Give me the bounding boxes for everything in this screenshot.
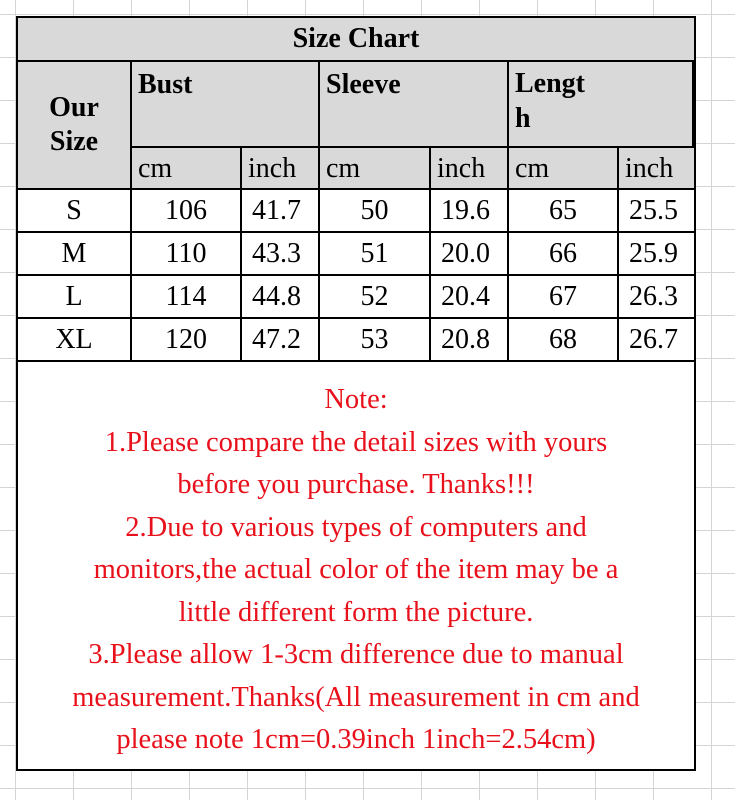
note-line: little different form the picture. — [178, 596, 534, 628]
length-header-line2: h — [515, 103, 531, 134]
measurement-cell: 66 — [509, 233, 619, 276]
measurement-cell: 68 — [509, 319, 619, 362]
measurement-cell: 41.7 — [242, 190, 320, 233]
measurement-cell: 19.6 — [431, 190, 509, 233]
measurement-cell: 53 — [320, 319, 431, 362]
note-line: measurement.Thanks(All measurement in cm and — [72, 681, 640, 713]
our-size-header: Our Size — [18, 62, 132, 190]
measurement-cell: 47.2 — [242, 319, 320, 362]
measurement-cell: 20.4 — [431, 276, 509, 319]
measurement-cell: 106 — [132, 190, 242, 233]
measurement-cell: 25.5 — [619, 190, 694, 233]
measurement-cell: 26.7 — [619, 319, 694, 362]
length-header-line1: Lengt — [515, 68, 585, 99]
note-line: before you purchase. Thanks!!! — [177, 469, 535, 500]
size-label-cell: S — [18, 190, 132, 233]
unit-cell: inch — [431, 148, 509, 190]
note-line: Note: — [324, 384, 388, 415]
measurement-cell: 67 — [509, 276, 619, 319]
size-label-cell: M — [18, 233, 132, 276]
measurement-cell: 26.3 — [619, 276, 694, 319]
measurement-cell: 65 — [509, 190, 619, 233]
size-label-cell: XL — [18, 319, 132, 362]
measurement-cell: 52 — [320, 276, 431, 319]
unit-cell: inch — [619, 148, 694, 190]
note-line: 3.Please allow 1-3cm difference due to manual — [88, 639, 624, 670]
note-line: monitors,the actual color of the item may be a — [93, 554, 619, 585]
measurement-cell: 25.9 — [619, 233, 694, 276]
length-header — [509, 62, 694, 148]
measurement-cell: 20.0 — [431, 233, 509, 276]
table-title: Size Chart — [18, 18, 694, 62]
bust-header: Bust — [132, 62, 320, 148]
unit-cell: cm — [320, 148, 431, 190]
note-line: please note 1cm=0.39inch 1inch=2.54cm) — [116, 724, 596, 755]
measurement-cell: 44.8 — [242, 276, 320, 319]
unit-cell: cm — [509, 148, 619, 190]
measurement-cell: 20.8 — [431, 319, 509, 362]
unit-cell: inch — [242, 148, 320, 190]
size-label-cell: L — [18, 276, 132, 319]
measurement-cell: 114 — [132, 276, 242, 319]
measurement-cell: 120 — [132, 319, 242, 362]
unit-cell: cm — [132, 148, 242, 190]
note-line: 2.Due to various types of computers and — [125, 511, 587, 543]
measurement-cell: 43.3 — [242, 233, 320, 276]
note-section — [18, 362, 694, 769]
measurement-cell: 51 — [320, 233, 431, 276]
measurement-cell: 110 — [132, 233, 242, 276]
measurement-cell: 50 — [320, 190, 431, 233]
note-line: 1.Please compare the detail sizes with yours — [104, 426, 608, 458]
sleeve-header: Sleeve — [320, 62, 509, 148]
size-chart-table — [16, 16, 696, 771]
